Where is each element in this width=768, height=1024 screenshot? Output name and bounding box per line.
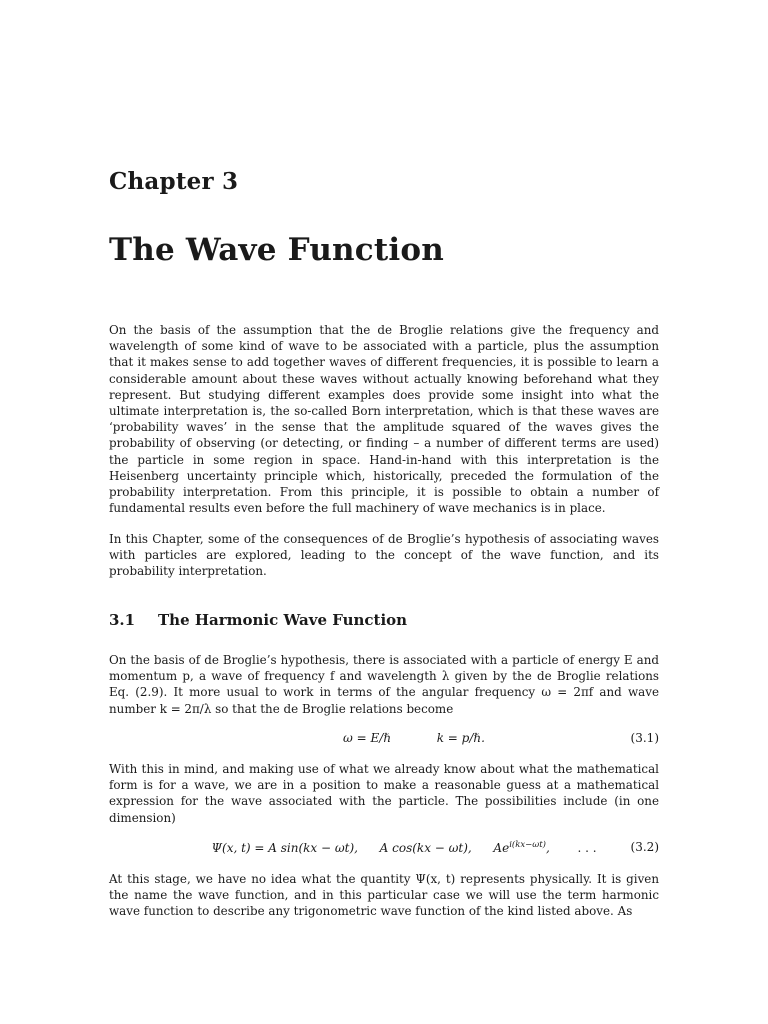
equation-3-2-ellipsis: . . . bbox=[577, 841, 597, 855]
equation-3-1-number: (3.1) bbox=[630, 731, 659, 745]
section-paragraph-1: On the basis of de Broglie’s hypothesis, there is associated with a particle of energy E and momentum p, a wave of frequency f and wavelength λ given by the de Broglie relations Eq. (2.9). It more usual to work in terms of the angular frequency ω = 2πf and wave number k = 2π/λ so that the de Broglie relations become bbox=[109, 653, 659, 716]
section-number: 3.1 bbox=[109, 611, 136, 629]
equation-3-2-number: (3.2) bbox=[630, 840, 659, 854]
section-paragraph-2: With this in mind, and making use of what we already know about what the mathematical form is for a wave, we are in a position to make a reasonable guess at a mathematical expression for the wave associated with the particle. The possibilities include (in one dimension) bbox=[109, 762, 659, 825]
section-heading bbox=[109, 611, 659, 629]
equation-3-1-left: ω = E/ℏ bbox=[343, 731, 392, 745]
chapter-label: Chapter 3 bbox=[109, 168, 239, 195]
intro-paragraph-1: On the basis of the assumption that the de Broglie relations give the frequency and wavelength of some kind of wave to be associated with a particle, plus the assumption that it makes sense to add together waves of different frequencies, it is possible to learn a considerable amount about these waves without actually knowing beforehand what they represent. But studying different examples does provide some insight into what the ultimate interpretation is, the so-called Born interpretation, which is that these waves are ‘probability waves’ in the sense that the amplitude squared of the waves gives the probability of observing (or detecting, or finding – a number of different terms are used) the particle in some region in space. Hand-in-hand with this interpretation is the Heisenberg uncertainty principle which, historically, preceded the formulation of the probability interpretation. From this principle, it is possible to obtain a number of fundamental results even before the full machinery of wave mechanics is in place. bbox=[109, 323, 659, 516]
equation-3-2-term-3: $Ae^{i(kx-\omega t)}$, bbox=[493, 840, 550, 855]
section-title: The Harmonic Wave Function bbox=[158, 611, 408, 629]
equation-3-1 bbox=[109, 731, 659, 749]
page bbox=[109, 0, 659, 1024]
chapter-title: The Wave Function bbox=[109, 232, 444, 268]
equation-3-2-term-1: Ψ(x, t) = A sin(kx − ωt), bbox=[211, 841, 358, 855]
equation-3-2 bbox=[109, 840, 659, 858]
section-paragraph-3: At this stage, we have no idea what the quantity Ψ(x, t) represents physically. It is given the name the wave function, and in this particular case we will use the term harmonic wave function to describe any trigonometric wave function of the kind listed above. As bbox=[109, 872, 659, 919]
equation-3-2-term-2: A cos(kx − ωt), bbox=[379, 841, 472, 855]
equation-3-1-right: k = p/ℏ. bbox=[436, 731, 485, 745]
intro-paragraph-2: In this Chapter, some of the consequences of de Broglie’s hypothesis of associating waves with particles are explored, leading to the concept of the wave function, and its probability interpretation. bbox=[109, 532, 659, 579]
